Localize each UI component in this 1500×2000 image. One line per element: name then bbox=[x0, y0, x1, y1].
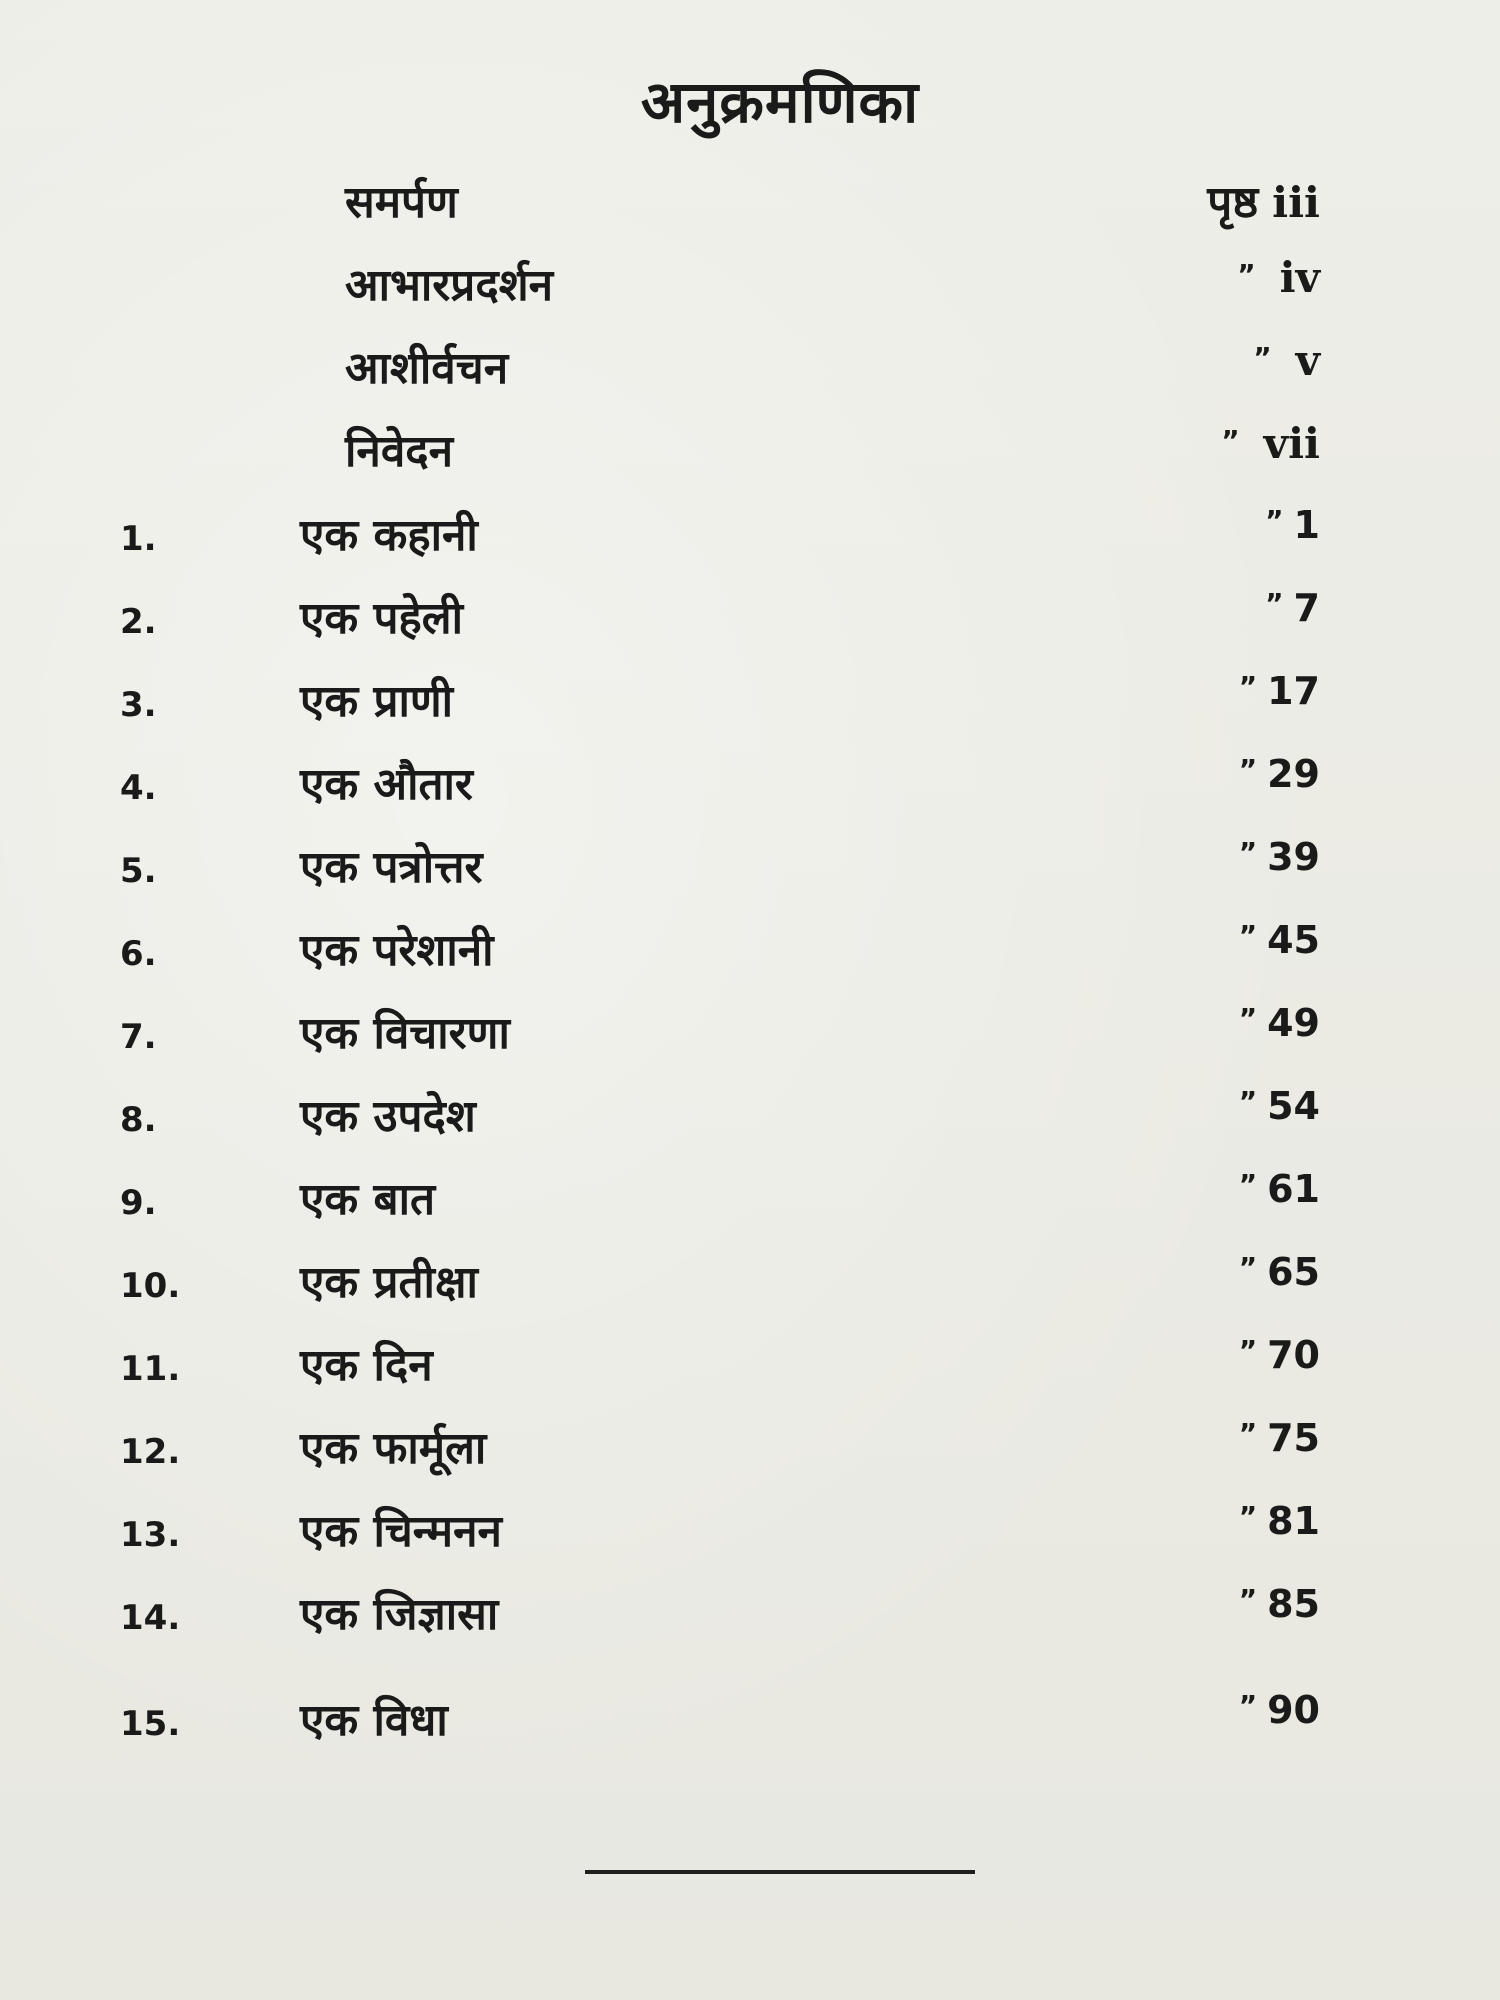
toc-entry-label: एक बात bbox=[300, 1174, 436, 1225]
toc-page-ref bbox=[1239, 1582, 1320, 1626]
ditto-mark: ” bbox=[1238, 753, 1258, 786]
ditto-mark: ” bbox=[1253, 341, 1272, 374]
toc-page-ref bbox=[1239, 752, 1320, 796]
ditto-mark: ” bbox=[1238, 670, 1258, 703]
toc-entry-label: आभारप्रदर्शन bbox=[345, 260, 554, 311]
toc-row-chapter bbox=[0, 1688, 1500, 1758]
ditto-mark: ” bbox=[1265, 504, 1284, 537]
toc-entry-label: एक परेशानी bbox=[300, 925, 494, 976]
page-number: 1 bbox=[1293, 503, 1320, 547]
page-number: 70 bbox=[1267, 1333, 1320, 1377]
chapter-number: 7. bbox=[120, 1017, 157, 1057]
toc-row-chapter bbox=[0, 669, 1500, 739]
toc-row-chapter bbox=[0, 1084, 1500, 1154]
ditto-mark: ” bbox=[1238, 1002, 1258, 1035]
toc-row-chapter bbox=[0, 1499, 1500, 1569]
page-number: iii bbox=[1272, 178, 1320, 227]
chapter-number: 11. bbox=[120, 1349, 181, 1389]
chapter-number: 10. bbox=[120, 1266, 181, 1306]
toc-page-ref bbox=[1265, 586, 1320, 630]
toc-entry-label: एक दिन bbox=[300, 1340, 433, 1391]
page-number: 29 bbox=[1267, 752, 1320, 796]
toc-entry-label: समर्पण bbox=[345, 177, 458, 228]
toc-row-chapter bbox=[0, 503, 1500, 573]
toc-page-ref bbox=[1239, 835, 1320, 879]
toc-page-ref bbox=[1239, 1499, 1320, 1543]
page-number: 39 bbox=[1267, 835, 1320, 879]
chapter-number: 1. bbox=[120, 519, 157, 559]
ditto-mark: ” bbox=[1238, 1583, 1258, 1616]
ditto-mark: ” bbox=[1238, 1334, 1258, 1367]
toc-row-chapter bbox=[0, 1582, 1500, 1652]
page-number: v bbox=[1295, 336, 1320, 385]
page-number: vii bbox=[1263, 419, 1320, 468]
chapter-number: 12. bbox=[120, 1432, 181, 1472]
toc-page-ref bbox=[1239, 1001, 1320, 1045]
toc-row-front-matter bbox=[0, 419, 1500, 489]
toc-entry-label: आशीर्वचन bbox=[345, 343, 509, 394]
chapter-number: 8. bbox=[120, 1100, 157, 1140]
ditto-mark: ” bbox=[1238, 1689, 1258, 1722]
toc-page-ref bbox=[1239, 1250, 1320, 1294]
toc-entry-label: एक पहेली bbox=[300, 593, 464, 644]
page-number: 49 bbox=[1267, 1001, 1320, 1045]
page-number: 54 bbox=[1267, 1084, 1320, 1128]
ditto-mark: ” bbox=[1237, 258, 1256, 291]
chapter-number: 14. bbox=[120, 1598, 181, 1638]
toc-page-ref bbox=[1265, 503, 1320, 547]
toc-entry-label: एक जिज्ञासा bbox=[300, 1589, 499, 1640]
page-number: 81 bbox=[1267, 1499, 1320, 1543]
page-number: iv bbox=[1279, 253, 1320, 302]
toc-row-chapter bbox=[0, 1001, 1500, 1071]
ditto-mark: ” bbox=[1238, 1500, 1258, 1533]
toc-row-chapter bbox=[0, 835, 1500, 905]
toc-entry-label: एक चिन्मनन bbox=[300, 1506, 502, 1557]
toc-row-chapter bbox=[0, 586, 1500, 656]
toc-entry-label: एक विचारणा bbox=[300, 1008, 510, 1059]
chapter-number: 9. bbox=[120, 1183, 157, 1223]
toc-entry-label: एक उपदेश bbox=[300, 1091, 476, 1142]
chapter-number: 3. bbox=[120, 685, 157, 725]
page-number: 45 bbox=[1267, 918, 1320, 962]
toc-entry-label: एक विधा bbox=[300, 1695, 448, 1746]
toc-page-ref bbox=[1207, 170, 1320, 230]
toc-row-chapter bbox=[0, 1250, 1500, 1320]
toc-page-ref bbox=[1239, 918, 1320, 962]
chapter-number: 13. bbox=[120, 1515, 181, 1555]
toc-page-ref bbox=[1239, 1333, 1320, 1377]
page-title: अनुक्रमणिका bbox=[640, 68, 920, 136]
page-label: पृष्ठ bbox=[1207, 177, 1259, 228]
chapter-number: 5. bbox=[120, 851, 157, 891]
page-number: 65 bbox=[1267, 1250, 1320, 1294]
toc-row-chapter bbox=[0, 752, 1500, 822]
chapter-number: 4. bbox=[120, 768, 157, 808]
toc-entry-label: निवेदन bbox=[345, 426, 454, 477]
page-number: 7 bbox=[1293, 586, 1320, 630]
chapter-number: 6. bbox=[120, 934, 157, 974]
toc-page-ref bbox=[1221, 419, 1320, 468]
toc-row-chapter bbox=[0, 918, 1500, 988]
ditto-mark: ” bbox=[1238, 1251, 1258, 1284]
toc-row-chapter bbox=[0, 1416, 1500, 1486]
toc-page-ref bbox=[1237, 253, 1320, 302]
ditto-mark: ” bbox=[1238, 1417, 1258, 1450]
toc-page-ref bbox=[1239, 1167, 1320, 1211]
ditto-mark: ” bbox=[1238, 1085, 1258, 1118]
toc-page-ref bbox=[1239, 1416, 1320, 1460]
toc-entry-label: एक औतार bbox=[300, 759, 473, 810]
toc-entry-label: एक प्राणी bbox=[300, 676, 454, 727]
toc-entry-label: एक पत्रोत्तर bbox=[300, 842, 483, 893]
closing-rule bbox=[585, 1870, 975, 1874]
toc-row-front-matter bbox=[0, 336, 1500, 406]
chapter-number: 15. bbox=[120, 1704, 181, 1744]
toc-row-front-matter bbox=[0, 170, 1500, 240]
toc-page-ref bbox=[1239, 669, 1320, 713]
toc-entry-label: एक फार्मूला bbox=[300, 1423, 487, 1474]
ditto-mark: ” bbox=[1238, 836, 1258, 869]
page-number: 17 bbox=[1267, 669, 1320, 713]
page-number: 61 bbox=[1267, 1167, 1320, 1211]
ditto-mark: ” bbox=[1238, 1168, 1258, 1201]
page-number: 75 bbox=[1267, 1416, 1320, 1460]
toc-row-chapter bbox=[0, 1167, 1500, 1237]
toc-page-ref bbox=[1239, 1084, 1320, 1128]
page-number: 85 bbox=[1267, 1582, 1320, 1626]
toc-row-chapter bbox=[0, 1333, 1500, 1403]
ditto-mark: ” bbox=[1265, 587, 1284, 620]
chapter-number: 2. bbox=[120, 602, 157, 642]
toc-page-ref bbox=[1239, 1688, 1320, 1732]
toc-entry-label: एक प्रतीक्षा bbox=[300, 1257, 478, 1308]
page-number: 90 bbox=[1267, 1688, 1320, 1732]
toc-page-ref bbox=[1253, 336, 1320, 385]
ditto-mark: ” bbox=[1221, 424, 1240, 457]
ditto-mark: ” bbox=[1238, 919, 1258, 952]
toc-entry-label: एक कहानी bbox=[300, 510, 478, 561]
toc-row-front-matter bbox=[0, 253, 1500, 323]
